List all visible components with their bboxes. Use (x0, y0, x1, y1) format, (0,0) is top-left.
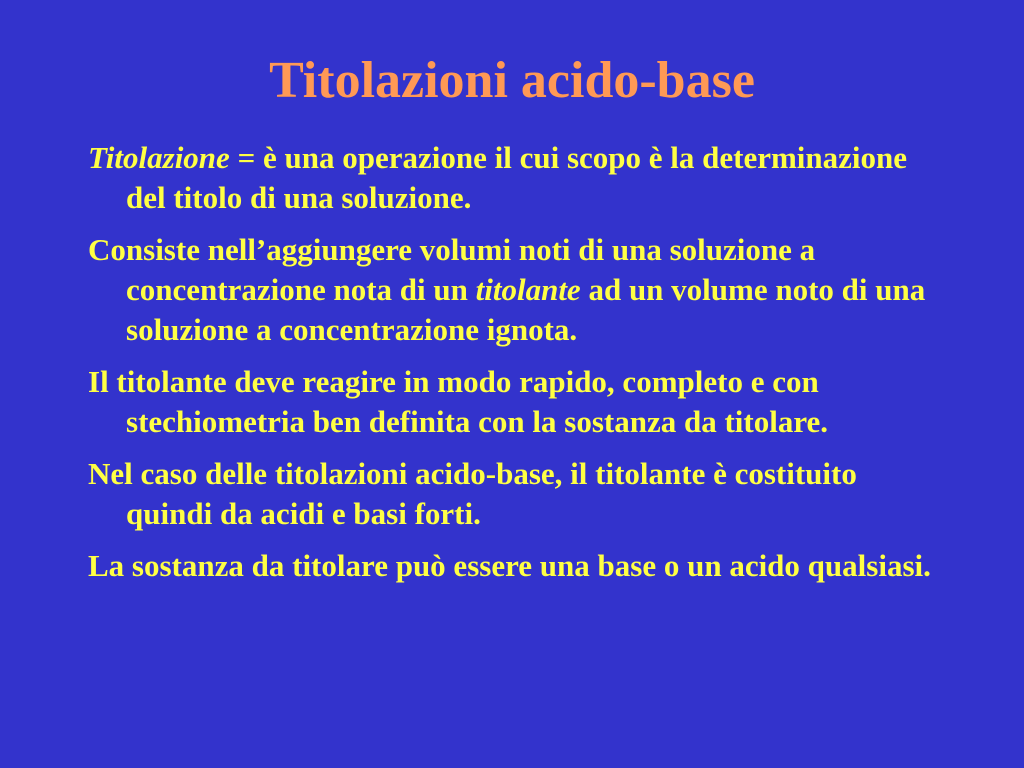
definition-text: = è una operazione il cui scopo è la determinazione del titolo di una soluzione. (126, 140, 908, 215)
term-titolazione: Titolazione (88, 140, 230, 175)
slide-body (88, 138, 948, 598)
paragraph-procedure (88, 230, 948, 350)
paragraph-requirements: Il titolante deve reagire in modo rapido, completo e con stechiometria ben definita con la sostanza da titolare. (88, 364, 829, 439)
procedure-text-before: Consiste nell’aggiungere volumi noti di una soluzione a concentrazione nota di un (88, 232, 816, 307)
term-titolante: titolante (475, 272, 581, 307)
procedure-text-after: ad un volume noto di una soluzione a concentrazione ignota. (126, 272, 926, 347)
paragraph-analyte: La sostanza da titolare può essere una base o un acido qualsiasi. (88, 548, 931, 583)
slide-title: Titolazioni acido-base (269, 52, 755, 109)
paragraph-acid-base: Nel caso delle titolazioni acido-base, il titolante è costituito quindi da acidi e basi forti. (88, 456, 857, 531)
paragraph-definition (88, 138, 948, 218)
